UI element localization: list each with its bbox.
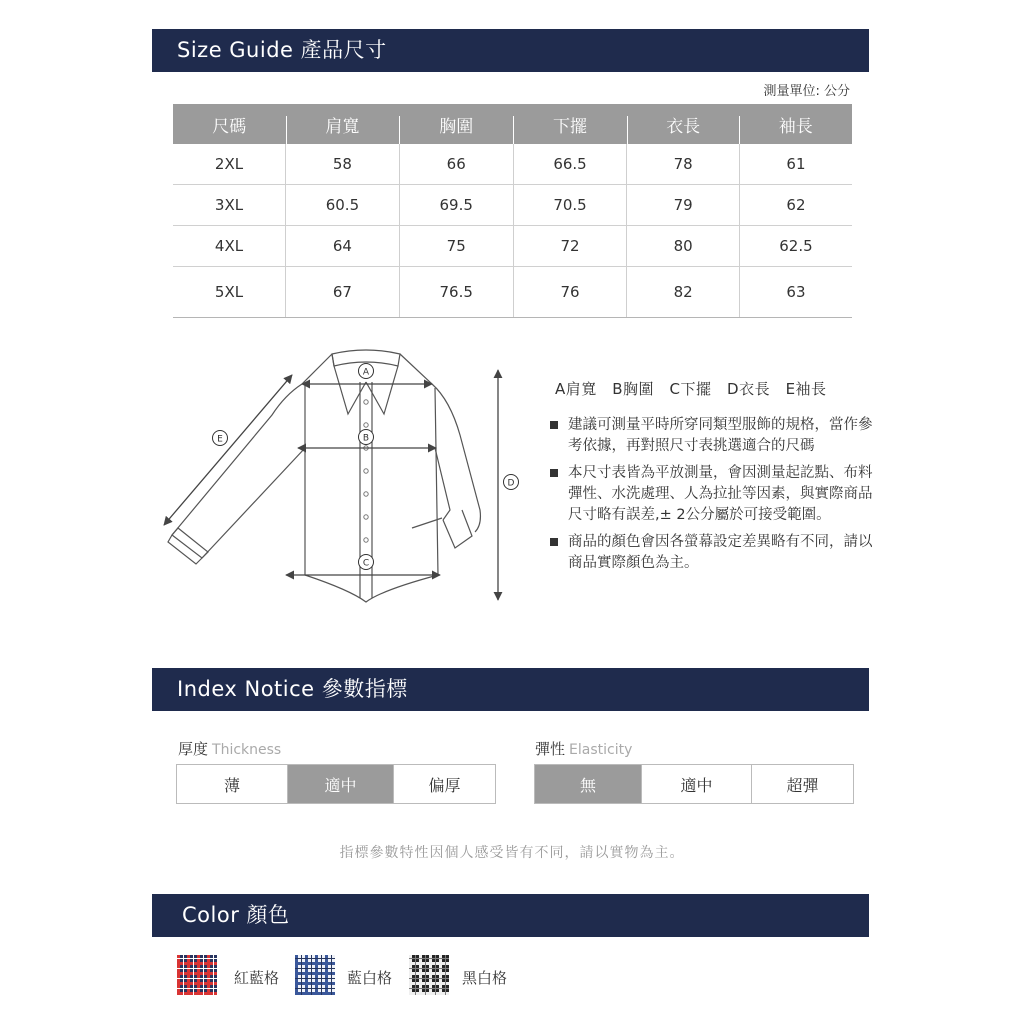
table-cell: 2XL [173, 144, 286, 185]
elasticity-option-medium: 適中 [641, 765, 751, 803]
column-header: 肩寬 [286, 104, 400, 144]
color-swatch-black-white[interactable] [409, 955, 449, 995]
bullet-square-icon [550, 538, 558, 546]
marker-b [359, 430, 374, 445]
size-table [173, 104, 852, 318]
size-table-header-row [173, 104, 852, 144]
table-cell: 5XL [173, 267, 286, 318]
size-guide-title: Size Guide 產品尺寸 [177, 38, 387, 62]
elasticity-scale [534, 764, 854, 804]
elasticity-label-en: Elasticity [569, 742, 633, 758]
index-notice-banner [152, 668, 869, 711]
table-cell: 82 [627, 267, 740, 318]
table-cell: 76 [513, 267, 627, 318]
buttons [364, 400, 368, 542]
marker-d [504, 475, 519, 490]
color-name: 紅藍格 [234, 969, 280, 987]
marker-b-label: B [362, 433, 370, 444]
measure-legend: A肩寬 B胸圍 C下擺 D衣長 E袖長 [555, 380, 827, 398]
table-cell: 62.5 [739, 226, 852, 267]
list-item [550, 532, 880, 574]
note-text: 本尺寸表皆為平放測量，會因測量起訖點、布料彈性、水洗處理、人為拉扯等因素，與實際商品尺寸略有誤差,± 2公分屬於可接受範圍。 [568, 465, 873, 523]
thickness-label-en: Thickness [212, 742, 282, 758]
index-note: 指標參數特性因個人感受皆有不同，請以實物為主。 [339, 845, 685, 861]
color-title: Color 顏色 [182, 903, 290, 927]
notes-list [550, 415, 880, 580]
table-cell: 79 [627, 185, 740, 226]
table-cell: 69.5 [399, 185, 513, 226]
size-guide-banner [152, 29, 869, 72]
thickness-option-thin: 薄 [223, 775, 240, 795]
table-cell: 62 [739, 185, 852, 226]
list-item [550, 463, 880, 526]
table-cell: 72 [513, 226, 627, 267]
marker-d-label: D [507, 478, 515, 489]
thickness-scale [176, 764, 496, 804]
table-cell: 61 [739, 144, 852, 185]
column-header: 袖長 [739, 104, 852, 144]
table-cell: 80 [627, 226, 740, 267]
bullet-square-icon [550, 421, 558, 429]
table-row [173, 144, 852, 185]
column-header: 胸圍 [399, 104, 513, 144]
color-name: 藍白格 [347, 969, 393, 987]
marker-c-label: C [362, 558, 370, 569]
color-swatch-red-blue[interactable] [177, 955, 217, 995]
table-row [173, 185, 852, 226]
column-header: 衣長 [627, 104, 740, 144]
thickness-label-zh: 厚度 [178, 740, 209, 758]
table-cell: 75 [399, 226, 513, 267]
color-swatch-blue-white[interactable] [295, 955, 335, 995]
elasticity-option-none: 無 [535, 765, 641, 803]
note-text: 商品的顏色會因各螢幕設定差異略有不同，請以商品實際顏色為主。 [568, 534, 873, 571]
table-cell: 76.5 [399, 267, 513, 318]
note-text: 建議可測量平時所穿同類型服飾的規格，當作參考依據，再對照尺寸表挑選適合的尺碼 [568, 417, 873, 454]
marker-c [359, 555, 374, 570]
table-cell: 78 [627, 144, 740, 185]
column-header: 下擺 [513, 104, 627, 144]
marker-a-label: A [362, 367, 370, 378]
thickness-option-thick: 偏厚 [393, 765, 495, 803]
list-item [550, 415, 880, 457]
table-cell: 4XL [173, 226, 286, 267]
table-cell: 70.5 [513, 185, 627, 226]
table-row [173, 267, 852, 318]
index-notice-title: Index Notice 參數指標 [177, 677, 408, 701]
color-name: 黑白格 [462, 969, 508, 987]
color-banner [152, 894, 869, 937]
bullet-square-icon [550, 469, 558, 477]
elasticity-label [535, 738, 632, 759]
thickness-label [178, 738, 281, 759]
shirt-outline [168, 350, 480, 602]
table-cell: 66 [399, 144, 513, 185]
marker-a [359, 364, 374, 379]
table-cell: 64 [286, 226, 400, 267]
elasticity-option-super: 超彈 [751, 765, 853, 803]
thickness-option-medium: 適中 [287, 765, 393, 803]
table-cell: 3XL [173, 185, 286, 226]
marker-e-label: E [217, 434, 223, 445]
elasticity-label-zh: 彈性 [535, 740, 566, 758]
table-cell: 63 [739, 267, 852, 318]
table-cell: 66.5 [513, 144, 627, 185]
unit-note: 測量單位: 公分 [763, 84, 850, 99]
shirt-diagram [150, 340, 520, 615]
table-cell: 60.5 [286, 185, 400, 226]
table-cell: 67 [286, 267, 400, 318]
table-cell: 58 [286, 144, 400, 185]
table-row [173, 226, 852, 267]
column-header: 尺碼 [173, 104, 286, 144]
marker-e [213, 431, 228, 446]
